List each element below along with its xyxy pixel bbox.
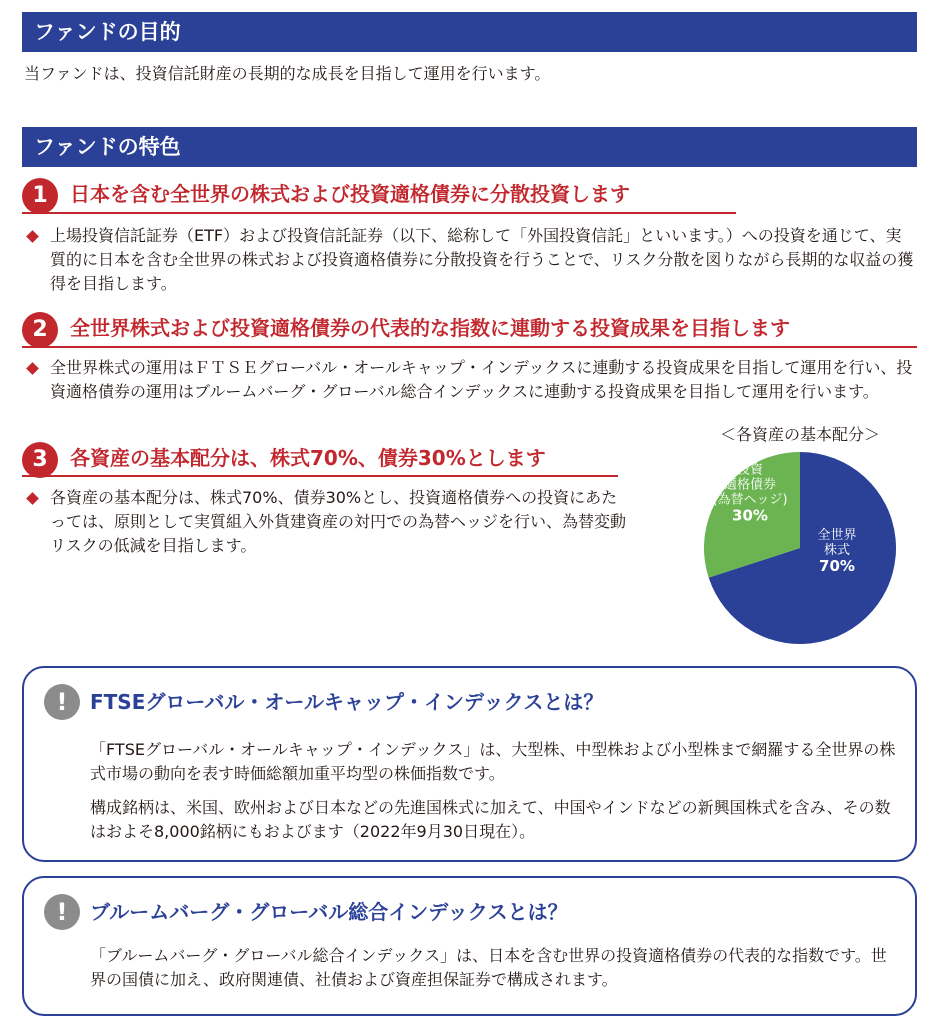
- bullet-diamond-icon: [26, 492, 39, 505]
- feature-1-heading-text: 日本を含む全世界の株式および投資適格債券に分散投資します: [70, 182, 630, 206]
- pie-chart-title: ＜各資産の基本配分＞: [719, 425, 880, 444]
- feature-1-bullet: [28, 224, 916, 296]
- bloomberg-info-title: ブルームバーグ・グローバル総合インデックスとは？: [90, 900, 568, 924]
- pie-slice-1-label: 適格債券: [723, 477, 777, 493]
- bullet-diamond-icon: [26, 362, 39, 375]
- feature-2-underline: [22, 346, 917, 348]
- pie-slice-0-label: 全世界: [817, 528, 857, 543]
- feature-3-bullet: [28, 486, 628, 558]
- feature-2-bullet: [28, 356, 916, 404]
- ftse-info-paragraph-2: 構成銘柄は、米国、欧州および日本などの先進国株式に加えて、中国やインドなどの新興国株式を含み、その数はおよそ8,000銘柄にもおよびます（2022年9月30日現在）。: [90, 798, 891, 841]
- pie-slice-1-label: (為替ヘッジ): [712, 492, 788, 508]
- bullet-diamond-icon: [26, 230, 39, 243]
- feature-3-text: 各資産の基本配分は、株式70%、債券30%とし、投資適格債券への投資にあたっては、原則として実質組入外貨建資産の対円での為替ヘッジを行い、為替変動リスクの低減を目指します。: [50, 488, 627, 555]
- feature-2-text: 全世界株式の運用はＦＴＳＥグローバル・オールキャップ・インデックスに連動する投資成果を目指して運用を行い、投資適格債券の運用はブルームバーグ・グローバル総合インデックスに連動する投資成果を目指して運用を行います。: [50, 358, 913, 401]
- purpose-section-title: ファンドの目的: [22, 12, 917, 52]
- pie-slice-0-label: 株式: [823, 543, 851, 558]
- features-section-title: ファンドの特色: [22, 127, 917, 167]
- feature-3-heading: [22, 440, 622, 480]
- feature-2-heading-text: 全世界株式および投資適格債券の代表的な指数に連動する投資成果を目指します: [70, 316, 790, 340]
- feature-1-text: 上場投資信託証券（ETF）および投資信託証券（以下、総称して「外国投資信託」といいます。）への投資を通じて、実質的に日本を含む全世界の株式および投資適格債券に分散投資を行うことで、リスク分散を図りながら長期的な収益の獲得を目指します。: [50, 226, 914, 293]
- bloomberg-info-paragraph-1: 「ブルームバーグ・グローバル総合インデックス」は、日本を含む世界の投資適格債券の代表的な指数です。世界の国債に加え、政府関連債、社債および資産担保証券で構成されます。: [90, 946, 887, 989]
- feature-3-underline: [22, 475, 618, 477]
- ftse-info-title: FTSEグローバル・オールキャップ・インデックスとは？: [90, 690, 604, 714]
- purpose-text: 当ファンドは、投資信託財産の長期的な成長を目指して運用を行います。: [24, 64, 551, 83]
- feature-1-heading: [22, 176, 917, 216]
- exclamation-icon: !: [44, 684, 80, 720]
- ftse-info-body: [90, 738, 899, 854]
- feature-2-number: 2: [22, 312, 58, 348]
- pie-slice-1-label: 投資: [736, 462, 764, 478]
- feature-3-heading-text: 各資産の基本配分は、株式70%、債券30%とします: [70, 446, 546, 470]
- bloomberg-info-body: [90, 944, 899, 1002]
- feature-1-number: 1: [22, 178, 58, 214]
- feature-3-number: 3: [22, 442, 58, 478]
- pie-slice-1-value: 30%: [732, 506, 768, 525]
- ftse-info-box: [22, 666, 917, 862]
- exclamation-icon: !: [44, 894, 80, 930]
- pie-slice-0-value: 70%: [819, 557, 855, 575]
- feature-2-heading: [22, 310, 917, 350]
- bloomberg-info-box: [22, 876, 917, 1016]
- ftse-info-paragraph-1: 「FTSEグローバル・オールキャップ・インデックス」は、大型株、中型株および小型株まで網羅する全世界の株式市場の動向を表す時価総額加重平均型の株価指数です。: [90, 740, 896, 783]
- allocation-pie-chart: [700, 446, 900, 650]
- feature-1-underline: [22, 212, 736, 214]
